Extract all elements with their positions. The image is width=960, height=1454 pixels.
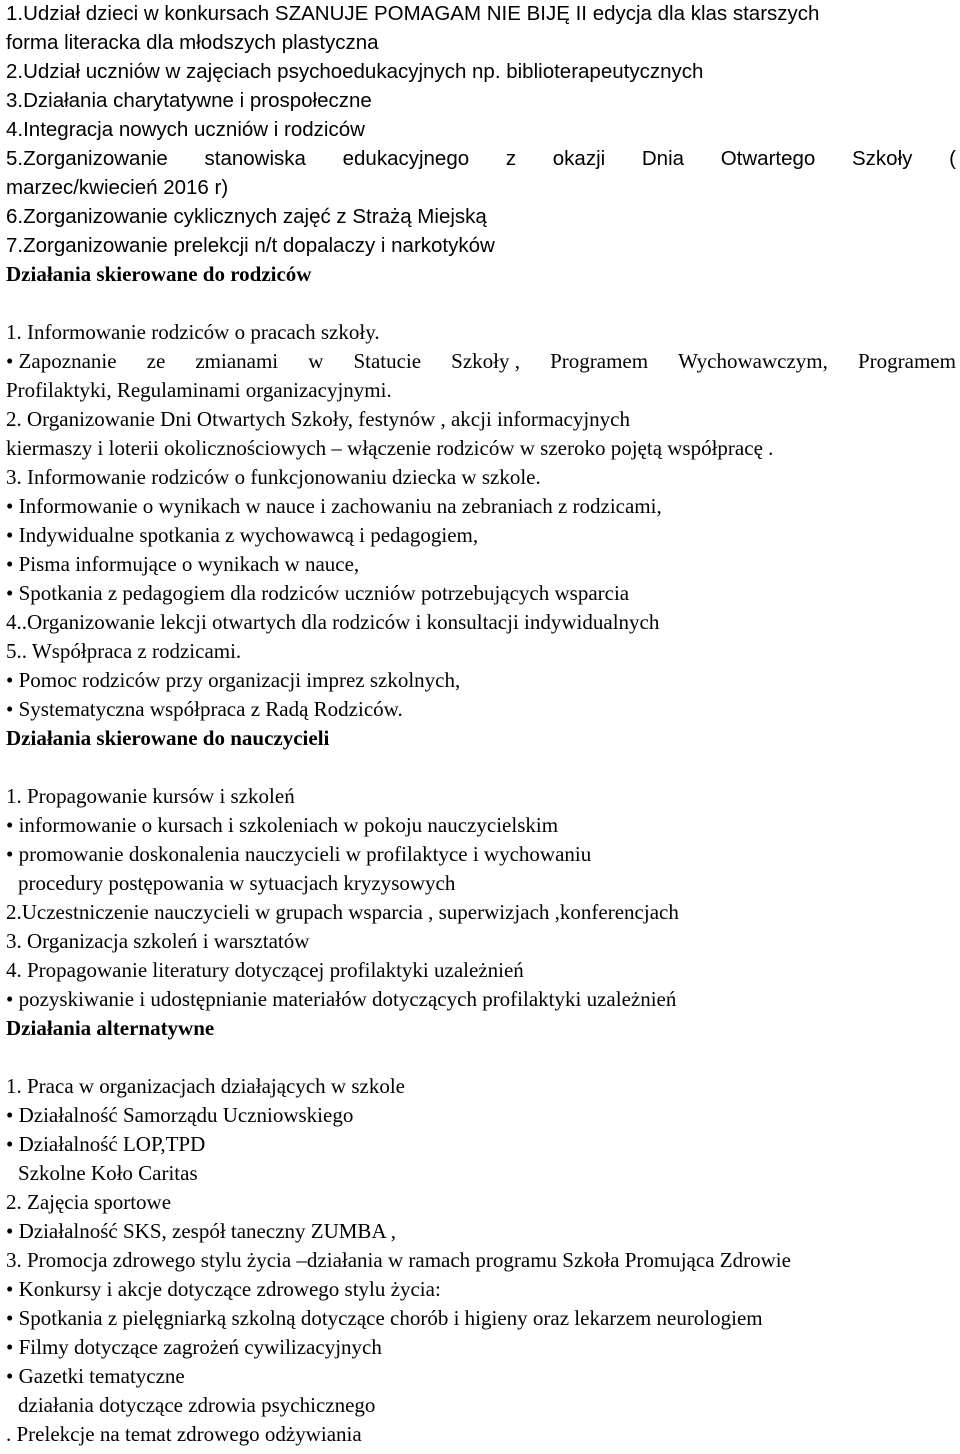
word: stanowiska [204,147,306,170]
list-item: forma literacka dla młodszych plastyczna [6,31,379,54]
list-item-justified [6,144,956,173]
list-item: działania dotyczące zdrowia psychicznego [18,1393,376,1417]
list-item: 7.Zorganizowanie prelekcji n/t dopalaczy i narkotyków [6,234,495,257]
list-item: • Pisma informujące o wynikach w nauce, [6,552,360,576]
word: Dnia [641,147,685,170]
word: Programem [857,349,956,373]
list-item: kiermaszy i loterii okolicznościowych – włączenie rodziców w szeroko pojętą współpracę . [6,436,774,460]
list-item: • Działalność SKS, zespół taneczny ZUMBA , [6,1219,396,1243]
word: 5.Zorganizowanie [6,147,168,170]
section-heading-teachers: Działania skierowane do nauczycieli [6,726,330,750]
word: Wychowawczym, [678,349,828,373]
section-heading-alternative: Działania alternatywne [6,1016,215,1040]
list-item: 1.Udział dzieci w konkursach SZANUJE POMAGAM NIE BIJĘ II edycja dla klas starszych [6,2,820,25]
list-item: Profilaktyki, Regulaminami organizacyjnymi. [6,378,392,402]
word: • Zapoznanie [6,349,117,373]
word: ze [146,349,166,373]
list-item: • Informowanie o wynikach w nauce i zachowaniu na zebraniach z rodzicami, [6,494,662,518]
list-item: 6.Zorganizowanie cyklicznych zajęć z Strażą Miejską [6,205,487,228]
list-item: • Spotkania z pedagogiem dla rodziców uczniów potrzebujących wsparcia [6,581,630,605]
spacer [6,289,956,318]
list-item: • Filmy dotyczące zagrożeń cywilizacyjnych [6,1335,382,1359]
list-item: • Indywidualne spotkania z wychowawcą i pedagogiem, [6,523,479,547]
word: Programem [550,349,649,373]
list-item: • Systematyczna współpraca z Radą Rodziców. [6,697,403,721]
list-item: 4. Propagowanie literatury dotyczącej profilaktyki uzależnień [6,958,524,982]
list-item: • promowanie doskonalenia nauczycieli w profilaktyce i wychowaniu [6,842,592,866]
word: Statucie [353,349,422,373]
list-item: 3.Działania charytatywne i prospołeczne [6,89,372,112]
word: okazji [552,147,606,170]
word: edukacyjnego [342,147,470,170]
spacer [6,1043,956,1072]
word: Otwartego [720,147,816,170]
list-item: • Działalność LOP,TPD [6,1132,206,1156]
list-item: 1. Propagowanie kursów i szkoleń [6,784,295,808]
list-item: 4..Organizowanie lekcji otwartych dla rodziców i konsultacji indywidualnych [6,610,660,634]
document-page [6,0,956,1449]
word: w [308,349,324,373]
list-item: • Działalność Samorządu Uczniowskiego [6,1103,354,1127]
word: ( [949,147,956,170]
list-item: 3. Organizacja szkoleń i warsztatów [6,929,310,953]
list-item: • Gazetki tematyczne [6,1364,185,1388]
list-item: 2. Zajęcia sportowe [6,1190,172,1214]
list-item: 3. Informowanie rodziców o funkcjonowaniu dziecka w szkole. [6,465,541,489]
list-item: • Konkursy i akcje dotyczące zdrowego stylu życia: [6,1277,441,1301]
list-item: 2.Uczestniczenie nauczycieli w grupach wsparcia , superwizjach ,konferencjach [6,900,679,924]
list-item: Szkolne Koło Caritas [18,1161,198,1185]
word: zmianami [195,349,279,373]
list-item: 4.Integracja nowych uczniów i rodziców [6,118,365,141]
list-item-justified [6,347,956,376]
list-item: • Spotkania z pielęgniarką szkolną dotyczące chorób i higieny oraz lekarzem neurologiem [6,1306,763,1330]
spacer [6,753,956,782]
list-item: 2.Udział uczniów w zajęciach psychoedukacyjnych np. biblioterapeutycznych [6,60,704,83]
list-item: procedury postępowania w sytuacjach kryzysowych [18,871,456,895]
section-heading-parents: Działania skierowane do rodziców [6,262,312,286]
list-item: marzec/kwiecień 2016 r) [6,176,229,199]
word: Szkoły [852,147,913,170]
word: z [505,147,517,170]
list-item: • Pomoc rodziców przy organizacji imprez szkolnych, [6,668,461,692]
list-item: 3. Promocja zdrowego stylu życia –działania w ramach programu Szkoła Promująca Zdrowie [6,1248,791,1272]
list-item: • pozyskiwanie i udostępnianie materiałów dotyczących profilaktyki uzależnień [6,987,677,1011]
list-item: • informowanie o kursach i szkoleniach w pokoju nauczycielskim [6,813,559,837]
word: Szkoły , [451,349,521,373]
list-item: 1. Informowanie rodziców o pracach szkoły. [6,320,380,344]
list-item: 5.. Współpraca z rodzicami. [6,639,242,663]
list-item: 1. Praca w organizacjach działających w szkole [6,1074,405,1098]
list-item: . Prelekcje na temat zdrowego odżywiania [6,1422,362,1446]
list-item: 2. Organizowanie Dni Otwartych Szkoły, festynów , akcji informacyjnych [6,407,631,431]
